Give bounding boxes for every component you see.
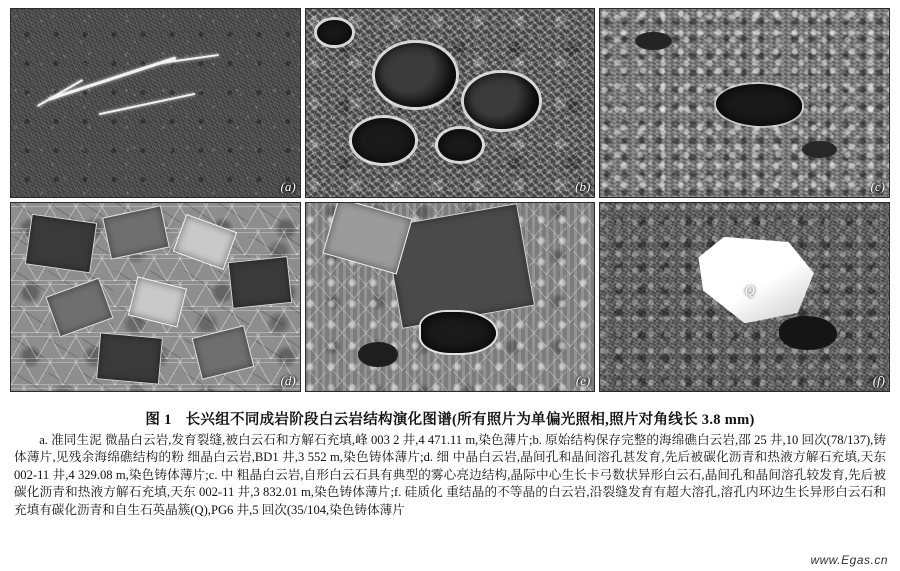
plate-f — [599, 202, 890, 392]
plate-b-void-5 — [317, 20, 352, 44]
figure-number: 图 1 — [145, 412, 172, 428]
plate-d-label: (d) — [280, 373, 296, 388]
plate-b-void-4 — [438, 129, 481, 161]
plate-f-annotation-q: Q — [744, 283, 755, 299]
figure-caption — [10, 400, 890, 519]
figure-caption-title — [10, 408, 890, 429]
plate-b-void-1 — [375, 43, 456, 107]
plate-d — [10, 202, 301, 392]
plate-c-label: (c) — [870, 179, 885, 194]
plate-c — [599, 8, 890, 198]
figure-title-text: 长兴组不同成岩阶段白云岩结构演化图谱(所有照片为单偏光照相,照片对角线长 3.8 mm) — [185, 412, 755, 428]
plate-a-label: (a) — [280, 179, 296, 194]
plate-b — [305, 8, 596, 198]
figure-caption-body: a. 准同生泥 微晶白云岩,发育裂缝,被白云石和方解石充填,峰 003 2 井,4 471.11 m,染色薄片;b. 原始结构保存完整的海绵礁白云岩,邵 25 井,10 回次(78/137),铸体薄片,见残余海绵礁结构的粉 细晶白云岩,BD1 井,3 552 m,染色铸体薄片;d. 细 中晶白云岩,晶间孔和晶间溶孔甚发育,先后被碳化沥青和热液方解石充填,天东 002-11 井,4 329.08 m,染色铸体薄片;c. 中 粗晶白云岩,自形白云石具有典型的雾心亮边结构,晶际中心生长卡弓数状异形白云石,晶间孔和晶间溶孔较发育,先后被碳化沥青和热液方解石充填,天东 002-11 井,3 832.01 m,染色铸体薄片;f. 硅质化 重结晶的不等晶的白云岩,沿裂缝发育有超大溶孔,溶孔内环边生长异形白云石和充填有碳化沥青和自生石英晶簇(Q),PG6 井,5 回次(35/104,染色铸体薄片 — [14, 433, 886, 517]
plate-c-pore-1 — [716, 84, 803, 125]
figure-plate-grid — [10, 8, 890, 392]
plate-d-crystal-1 — [25, 214, 97, 273]
plate-d-crystal-4 — [228, 256, 292, 309]
plate-c-pore-3 — [802, 141, 837, 158]
plate-e-label: (e) — [575, 373, 591, 388]
plate-e — [305, 202, 596, 392]
plate-d-crystal-7 — [96, 332, 162, 384]
plate-b-void-3 — [352, 118, 416, 163]
watermark: www.Egas.cn — [810, 553, 888, 567]
plate-f-bitumen — [779, 316, 837, 350]
plate-e-pore-2 — [358, 342, 398, 366]
plate-e-pore-1 — [421, 312, 496, 353]
plate-a — [10, 8, 301, 198]
plate-b-label: (b) — [575, 179, 591, 194]
plate-f-label: (f) — [872, 373, 885, 388]
